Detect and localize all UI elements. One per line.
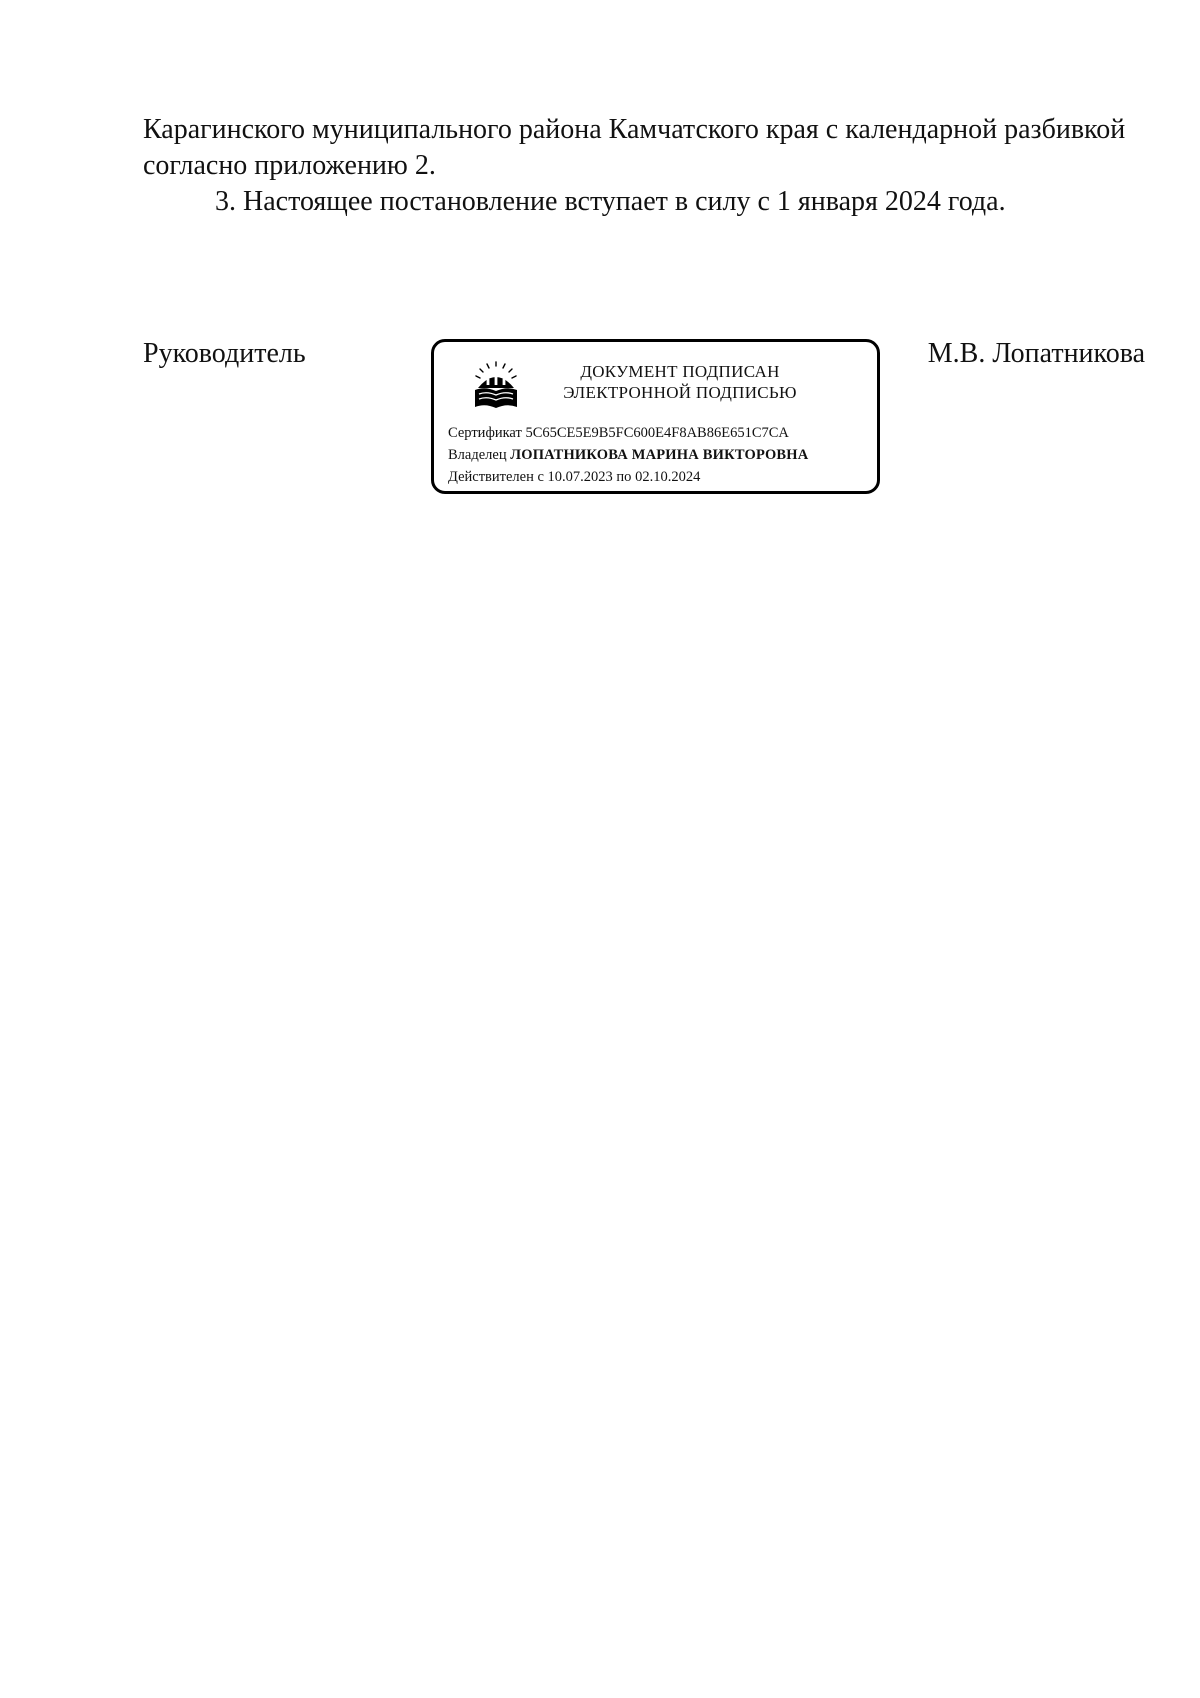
stamp-title [530,361,830,403]
certificate-value: 5C65CE5E9B5FC600E4F8AB86E651C7CA [525,425,789,441]
owner-label: Владелец [448,447,507,463]
validity-row [448,466,808,488]
valid-from-label: с [537,469,544,485]
stamp-details [448,422,808,488]
stamp-title-line: ЭЛЕКТРОННОЙ ПОДПИСЬЮ [563,383,797,402]
valid-to-label: по [616,469,632,485]
paragraph-line: согласно приложению 2. [143,150,436,181]
signatory-position: Руководитель [143,338,306,369]
emblem-icon [470,360,522,412]
signatory-name: М.В. Лопатникова [927,338,1145,369]
document-body [143,112,1143,220]
certificate-label: Сертификат [448,425,522,441]
valid-to: 02.10.2024 [635,469,701,485]
valid-from: 10.07.2023 [547,469,613,485]
owner-value: ЛОПАТНИКОВА МАРИНА ВИКТОРОВНА [510,447,809,463]
electronic-signature-stamp [431,339,880,494]
paragraph-item-3: 3. Настоящее постановление вступает в силу с 1 января 2024 года. [215,186,1006,217]
paragraph-line: Карагинского муниципального района Камчатского края с календарной разбивкой [143,114,1126,145]
stamp-title-line: ДОКУМЕНТ ПОДПИСАН [580,362,780,381]
owner-row [448,444,808,466]
certificate-row [448,422,808,444]
valid-label: Действителен [448,469,534,485]
